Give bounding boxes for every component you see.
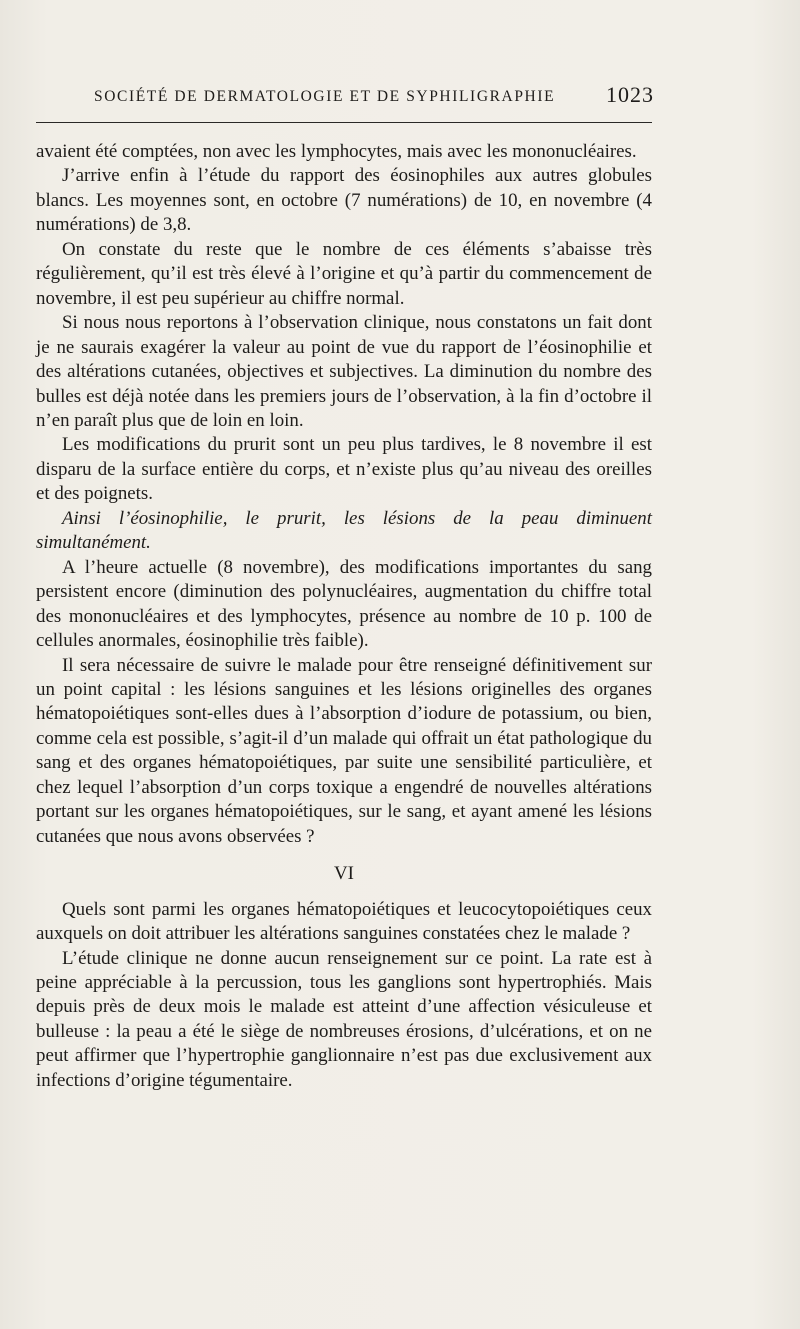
page-number: 1023 (606, 82, 654, 107)
paragraph: A l’heure actuelle (8 novembre), des modifications importantes du sang persistent encore (diminution des polynucléaires, augmentation du chiffre total des mononucléaires et des lymphocytes, présence au nombre de 10 p. 100 de cellules anormales, éosinophilie très faible). (36, 556, 652, 652)
paragraph: Les modifications du prurit sont un peu plus tardives, le 8 novembre il est disparu de la surface entière du corps, et n’existe plus qu’au niveau des oreilles et des poignets. (36, 434, 652, 505)
header-rule (36, 122, 652, 123)
paragraph: On constate du reste que le nombre de ces éléments s’abaisse très régulièrement, qu’il est très élevé à l’origine et qu’à partir du commencement de novembre, il est peu supérieur au chiffre normal. (36, 238, 652, 309)
paragraph: Il sera nécessaire de suivre le malade pour être renseigné définitivement sur un point capital : les lésions sanguines et les lésions originelles des organes hématopoiétiques sont-elles dues à l’absorption d’iodure de potassium, ou bien, comme cela est possible, s’agit-il d’un malade qui offrait un état pathologique du sang et des organes hématopoiétiques, par suite une sensibilité particulière, et chez lequel l’absorption d’un corps toxique a engendré de nouvelles altérations portant sur les organes hématopoiétiques, sur le sang, et ayant amené les lésions cutanées que nous avons observées ? (36, 654, 652, 847)
paragraph: Si nous nous reportons à l’observation clinique, nous constatons un fait dont je ne saurais exagérer la valeur au point de vue du rapport de l’éosinophilie et des altérations cutanées, objectives et subjectives. La diminution du nombre des bulles est déjà notée dans les premiers jours de l’observation, à la fin d’octobre il n’en paraît plus que de loin en loin. (36, 312, 652, 431)
section-heading: VI (334, 863, 354, 885)
running-head (94, 82, 654, 112)
running-title: SOCIÉTÉ DE DERMATOLOGIE ET DE SYPHILIGRAPHIE (94, 88, 556, 105)
paragraph: Quels sont parmi les organes hématopoiétiques et leucocytopoiétiques ceux auxquels on doit attribuer les altérations sanguines constatées chez le malade ? (36, 898, 652, 945)
paragraph: J’arrive enfin à l’étude du rapport des éosinophiles aux autres globules blancs. Les moyennes sont, en octobre (7 numérations) de 10, en novembre (4 numérations) de 3,8. (36, 165, 652, 236)
paragraph: L’étude clinique ne donne aucun renseignement sur ce point. La rate est à peine appréciable à la percussion, tous les ganglions sont hypertrophiés. Mais depuis près de deux mois le malade est atteint d’une affection vésiculeuse et bulleuse : la peau a été le siège de nombreuses érosions, d’ulcérations, et on ne peut affirmer que l’hypertrophie ganglionnaire n’est pas due exclusivement aux infections d’origine tégumentaire. (36, 947, 652, 1091)
paragraph: avaient été comptées, non avec les lymphocytes, mais avec les mononucléaires. (36, 141, 637, 162)
body-text (36, 140, 652, 1093)
italic-paragraph: Ainsi l’éosinophilie, le prurit, les lésions de la peau diminuent simultanément. (36, 507, 652, 554)
